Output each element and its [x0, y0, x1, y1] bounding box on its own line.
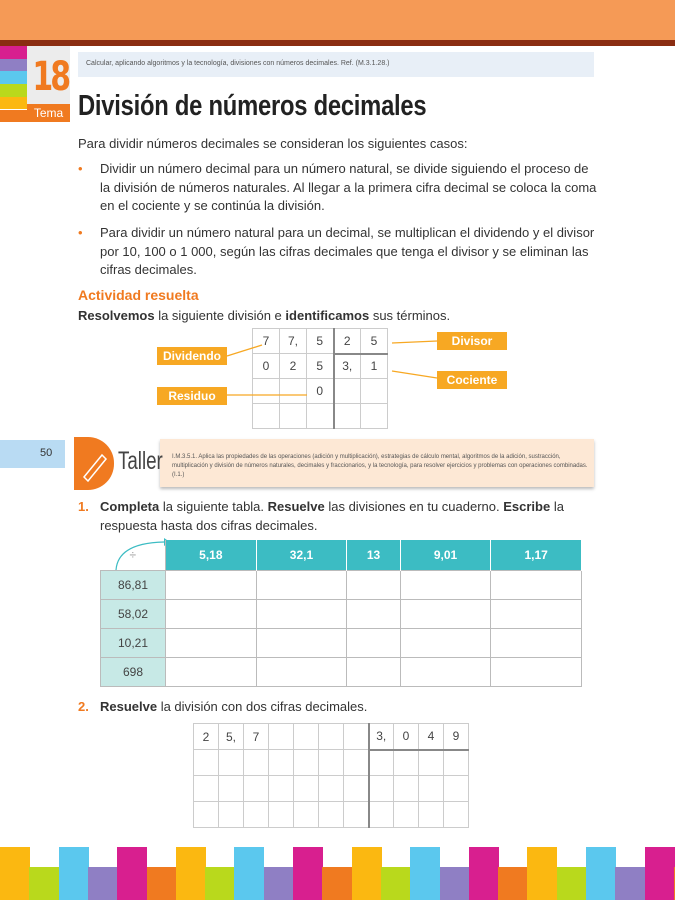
footer-block: [586, 847, 616, 900]
answer-cell[interactable]: [400, 628, 491, 657]
grid-cell: [319, 750, 344, 776]
footer-block: [469, 847, 499, 900]
reference-bar: Calcular, aplicando algoritmos y la tecnología, divisiones con números decimales. Ref. (M.3.1.28.): [78, 52, 594, 77]
bold-text: Escribe: [503, 499, 551, 514]
answer-cell[interactable]: [347, 657, 400, 686]
page-title: División de números decimales: [78, 90, 427, 122]
footer-block: [410, 847, 440, 900]
exercise-number: 2.: [78, 699, 89, 714]
footer-block: [205, 867, 235, 900]
grid-cell: [219, 750, 244, 776]
answer-cell[interactable]: [491, 628, 582, 657]
footer-block: [264, 867, 294, 900]
taller-title: Taller: [118, 447, 163, 475]
division-grid-2: [193, 723, 469, 828]
taller-text: I.M.3.5.1. Aplica las propiedades de las operaciones (adición y multiplicación), estrategias de cálculo mental, algoritmos de la adición, sustracción, multiplicación y división de números naturales, decimales y fraccionarios, y la tecnología, para resolver ejercicios y problemas con operaciones combinadas. (I.1.): [172, 454, 588, 478]
bold-text: Completa: [100, 499, 160, 514]
grid-cell: [419, 776, 444, 802]
grid-cell: [269, 802, 294, 828]
grid-cell: 4: [419, 724, 444, 750]
grid-cell: 0: [307, 379, 334, 404]
answer-cell[interactable]: [256, 628, 347, 657]
grid-cell: [194, 776, 219, 802]
grid-cell: 3,: [369, 724, 394, 750]
footer-block: [234, 847, 264, 900]
footer-block: [381, 867, 411, 900]
footer-block: [322, 867, 352, 900]
exercise-1-instruction: [78, 498, 588, 535]
grid-cell: [269, 776, 294, 802]
footer-block: [645, 847, 675, 900]
text: la siguiente tabla.: [159, 499, 268, 514]
text: la respuesta hasta dos cifras decimales.: [100, 499, 564, 533]
grid-cell: 7: [244, 724, 269, 750]
grid-cell: 5,: [219, 724, 244, 750]
grid-cell: [369, 776, 394, 802]
grid-cell: [419, 802, 444, 828]
answer-cell[interactable]: [256, 599, 347, 628]
tema-label: Tema: [27, 104, 70, 122]
grid-cell: [269, 750, 294, 776]
answer-cell[interactable]: [491, 657, 582, 686]
division-table: [100, 540, 582, 687]
page-number: 50: [0, 440, 65, 468]
label-arrows: [0, 0, 675, 440]
answer-cell[interactable]: [347, 628, 400, 657]
footer-block: [117, 847, 147, 900]
answer-cell[interactable]: [347, 570, 400, 599]
column-header: 1,17: [491, 540, 582, 570]
grid-cell: [444, 750, 469, 776]
grid-cell: [444, 802, 469, 828]
footer-block: [352, 847, 382, 900]
bullet-text: Para dividir un número natural para un decimal, se multiplican el dividendo y el divisor por 10, 100 o 1 000, según las cifras decimales que tenga el divisor y se eliminan las cifras decimales.: [100, 225, 595, 277]
grid-cell: [319, 776, 344, 802]
footer-block: [29, 867, 59, 900]
grid-cell: 0: [394, 724, 419, 750]
grid-cell: 5: [307, 354, 334, 379]
footer-block: [498, 867, 528, 900]
intro-text: Para dividir números decimales se consideran los siguientes casos:: [78, 136, 468, 151]
grid-cell: [344, 802, 369, 828]
answer-cell[interactable]: [400, 657, 491, 686]
grid-cell: [319, 802, 344, 828]
label-dividendo: Dividendo: [157, 347, 227, 365]
footer-block: [176, 847, 206, 900]
answer-cell[interactable]: [166, 657, 257, 686]
exercise-number: 1.: [78, 499, 89, 514]
divide-symbol: ÷: [101, 540, 166, 570]
grid-cell: [294, 776, 319, 802]
grid-cell: [394, 750, 419, 776]
grid-cell: 2: [334, 329, 361, 354]
grid-cell: [419, 750, 444, 776]
grid-cell: 5: [307, 329, 334, 354]
answer-cell[interactable]: [256, 570, 347, 599]
grid-cell: 2: [280, 354, 307, 379]
grid-cell: 5: [361, 329, 388, 354]
column-header: 13: [347, 540, 400, 570]
grid-cell: [394, 802, 419, 828]
text: la división con dos cifras decimales.: [157, 699, 368, 714]
row-header: 10,21: [101, 628, 166, 657]
grid-cell: [319, 724, 344, 750]
bold-text: identificamos: [285, 308, 370, 323]
column-header: 9,01: [400, 540, 491, 570]
exercise-2-instruction: [78, 698, 367, 717]
label-cociente: Cociente: [437, 371, 507, 389]
footer-block: [88, 867, 118, 900]
tema-number: 18: [32, 54, 69, 100]
footer-block: [557, 867, 587, 900]
row-header: 58,02: [101, 599, 166, 628]
answer-cell[interactable]: [166, 599, 257, 628]
footer-block: [293, 847, 323, 900]
footer-block: [59, 847, 89, 900]
grid-cell: [294, 802, 319, 828]
grid-cell: [294, 750, 319, 776]
pencil-icon: [74, 437, 114, 490]
bullet-icon: •: [78, 225, 83, 240]
grid-cell: [244, 750, 269, 776]
grid-cell: [244, 776, 269, 802]
answer-cell[interactable]: [400, 570, 491, 599]
grid-cell: 3,: [334, 354, 361, 379]
answer-cell[interactable]: [347, 599, 400, 628]
grid-cell: [344, 724, 369, 750]
grid-cell: 7: [253, 329, 280, 354]
label-residuo: Residuo: [157, 387, 227, 405]
grid-cell: [369, 802, 394, 828]
answer-cell[interactable]: [491, 599, 582, 628]
bold-text: Resolvemos: [78, 308, 155, 323]
answer-cell[interactable]: [491, 570, 582, 599]
grid-cell: [244, 802, 269, 828]
grid-cell: [194, 802, 219, 828]
label-divisor: Divisor: [437, 332, 507, 350]
answer-cell[interactable]: [166, 570, 257, 599]
answer-cell[interactable]: [256, 657, 347, 686]
bullet-icon: •: [78, 161, 83, 176]
footer-block: [615, 867, 645, 900]
bold-text: Resuelve: [100, 699, 158, 714]
grid-cell: 2: [194, 724, 219, 750]
grid-cell: [194, 750, 219, 776]
grid-cell: [369, 750, 394, 776]
text: la siguiente división e: [154, 308, 286, 323]
answer-cell[interactable]: [166, 628, 257, 657]
grid-cell: [269, 724, 294, 750]
footer-block: [147, 867, 177, 900]
bullet-text: Dividir un número decimal para un número natural, se divide siguiendo el proceso de la división de números naturales. Al llegar a la primera cifra decimal se coloca la coma en el cociente y se continúa la división.: [100, 161, 597, 213]
footer-block: [440, 867, 470, 900]
grid-cell: 0: [253, 354, 280, 379]
row-header: 86,81: [101, 570, 166, 599]
text: sus términos.: [369, 308, 451, 323]
answer-cell[interactable]: [400, 599, 491, 628]
grid-cell: [294, 724, 319, 750]
column-header: 32,1: [256, 540, 347, 570]
activity-heading: Actividad resuelta: [78, 287, 199, 303]
grid-cell: 9: [444, 724, 469, 750]
grid-cell: [344, 776, 369, 802]
grid-cell: 1: [361, 354, 388, 379]
column-header: 5,18: [166, 540, 257, 570]
grid-cell: [219, 776, 244, 802]
grid-cell: [344, 750, 369, 776]
text: las divisiones en tu cuaderno.: [324, 499, 504, 514]
bold-text: Resuelve: [267, 499, 325, 514]
grid-cell: [219, 802, 244, 828]
grid-cell: [394, 776, 419, 802]
footer-block: [527, 847, 557, 900]
grid-cell: [444, 776, 469, 802]
footer-block: [0, 847, 30, 900]
grid-cell: 7,: [280, 329, 307, 354]
row-header: 698: [101, 657, 166, 686]
